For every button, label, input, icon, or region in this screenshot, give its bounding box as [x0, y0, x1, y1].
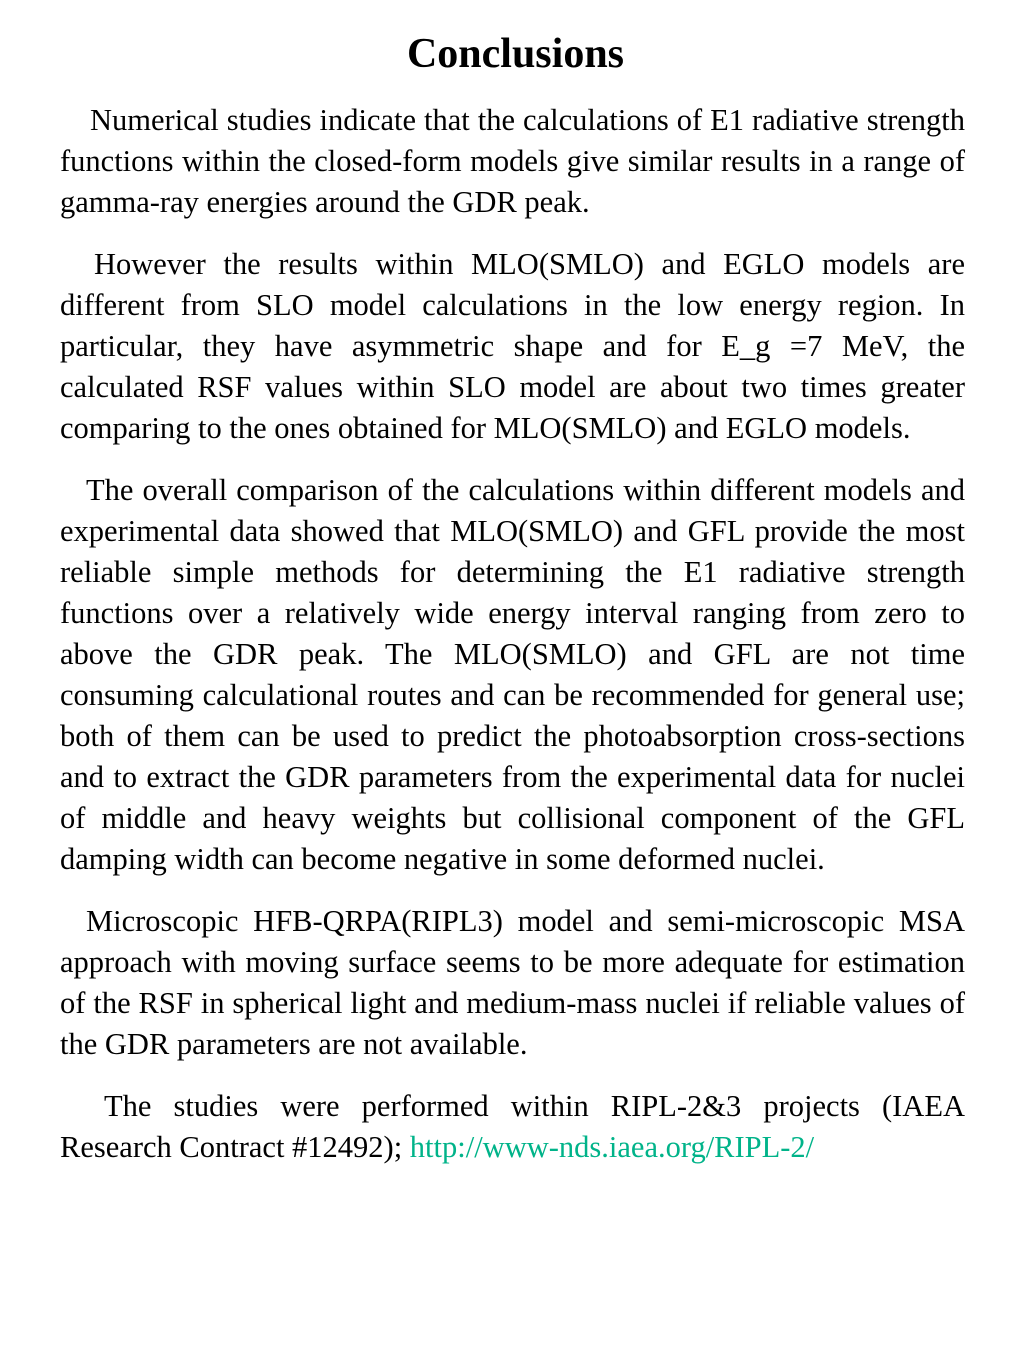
ripl-link[interactable]: http://www-nds.iaea.org/RIPL-2/	[409, 1130, 815, 1164]
paragraph-overall-comparison: The overall comparison of the calculations within different models and experimental data showed that MLO(SMLO) and GFL provide the most reliable simple methods for determining the E1 radiative strength functions over a relatively wide energy interval ranging from zero to above the GDR peak. The MLO(SMLO) and GFL are not time consuming calculational routes and can be recommended for general use; both of them can be used to predict the photoabsorption cross-sections and to extract the GDR parameters from the experimental data for nuclei of middle and heavy weights but collisional component of the GFL damping width can become negative in some deformed nuclei.	[60, 473, 965, 876]
page-title: Conclusions	[406, 31, 625, 77]
paragraph-numerical-studies: Numerical studies indicate that the calculations of E1 radiative strength functions within the closed-form models give similar results in a range of gamma-ray energies around the GDR peak.	[60, 103, 965, 219]
paragraph-acknowledgement	[60, 1086, 965, 1168]
paragraph-mlo-eglo-differences: However the results within MLO(SMLO) and EGLO models are different from SLO model calculations in the low energy region. In particular, they have asymmetric shape and for E_g =7 MeV, the calculated RSF values within SLO model are about two times greater comparing to the ones obtained for MLO(SMLO) and EGLO models.	[60, 247, 965, 445]
paragraph-microscopic-models: Microscopic HFB-QRPA(RIPL3) model and semi-microscopic MSA approach with moving surface seems to be more adequate for estimation of the RSF in spherical light and medium-mass nuclei if reliable values of the GDR parameters are not available.	[60, 904, 965, 1061]
acknowledgement-text: The studies were performed within RIPL-2&3 projects (IAEA Research Contract #12492);	[60, 1089, 965, 1164]
